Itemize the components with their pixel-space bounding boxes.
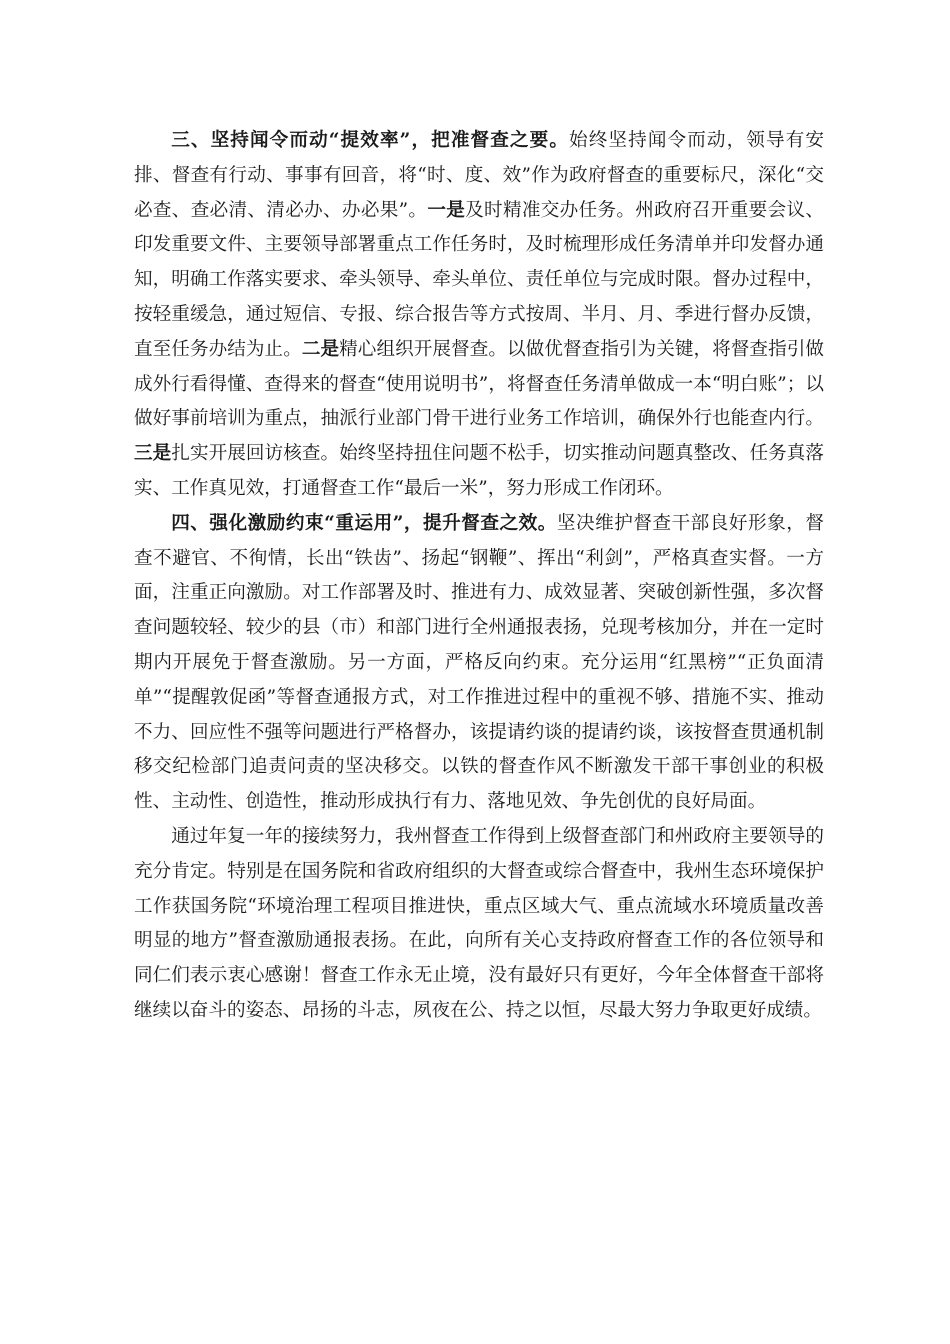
paragraph-text: 及时精准交办任务。州政府召开重要会议、印发重要文件、主要领导部署重点工作任务时，及时梳理形成任务清单并印发督办通知，明确工作落实要求、牵头领导、牵头单位、责任单位与完成时限。督办过程中，按轻重缓急，通过短信、专报、综合报告等方式按周、半月、月、季进行督办反馈，直至任务办结为止。 (134, 199, 824, 360)
point-three-marker: 三是 (134, 443, 172, 465)
paragraph-text: 始终坚持闻令而动，领导有安排、督查有行动、事事有回音，将“时、度、效”作为政府督查的重要标尺，深化“交必查、查必清、清必办、办必果”。 (134, 130, 824, 221)
paragraph-text: 坚决维护督查干部良好形象，督查不避官、不徇情，长出“铁齿”、扬起“钢鞭”、挥出“利剑”，严格真查实督。一方面，注重正向激励。对工作部署及时、推进有力、成效显著、突破创新性强，多次督查问题较轻、较少的县（市）和部门进行全州通报表扬，兑现考核加分，并在一定时期内开展免于督查激励。另一方面，严格反向约束。充分运用“红黑榜”“正负面清单”“提醒敦促函”等督查通报方式，对工作推进过程中的重视不够、措施不实、推动不力、回应性不强等问题进行严格督办，该提请约谈的提请约谈，该按督查贯通机制移交纪检部门追责问责的坚决移交。以铁的督查作风不断激发干部干事创业的积极性、主动性、创造性，推动形成执行有力、落地见效、争先创优的良好局面。 (134, 512, 824, 813)
paragraph-section-three (134, 124, 824, 507)
section-three-heading: 三、坚持闻令而动“提效率”，把准督查之要。 (171, 130, 570, 151)
point-two-marker: 二是 (301, 338, 340, 360)
document-body (134, 124, 824, 1029)
paragraph-text: 通过年复一年的接续努力，我州督查工作得到上级督查部门和州政府主要领导的充分肯定。特别是在国务院和省政府组织的大督查或综合督查中，我州生态环境保护工作获国务院“环境治理工程项目推进快，重点区域大气、重点流域水环境质量改善明显的地方”督查激励通报表扬。在此，向所有关心支持政府督查工作的各位领导和同仁们表示衷心感谢！督查工作永无止境，没有最好只有更好，今年全体督查干部将继续以奋斗的姿态、昂扬的斗志，夙夜在公、持之以恒，尽最大努力争取更好成绩。 (134, 825, 824, 1021)
section-four-heading: 四、强化激励约束“重运用”，提升督查之效。 (171, 512, 557, 534)
paragraph-conclusion (134, 820, 824, 1029)
paragraph-text: 精心组织开展督查。以做优督查指引为关键，将督查指引做成外行看得懂、查得来的督查“使用说明书”，将督查任务清单做成一本“明白账”；以做好事前培训为重点，抽派行业部门骨干进行业务工作培训，确保外行也能查内行。 (134, 338, 824, 430)
paragraph-text: 扎实开展回访核查。始终坚持扭住问题不松手，切实推动问题真整改、任务真落实、工作真见效，打通督查工作“最后一米”，努力形成工作闭环。 (134, 443, 824, 499)
paragraph-section-four (134, 507, 824, 820)
point-one-marker: 一是 (427, 199, 466, 221)
